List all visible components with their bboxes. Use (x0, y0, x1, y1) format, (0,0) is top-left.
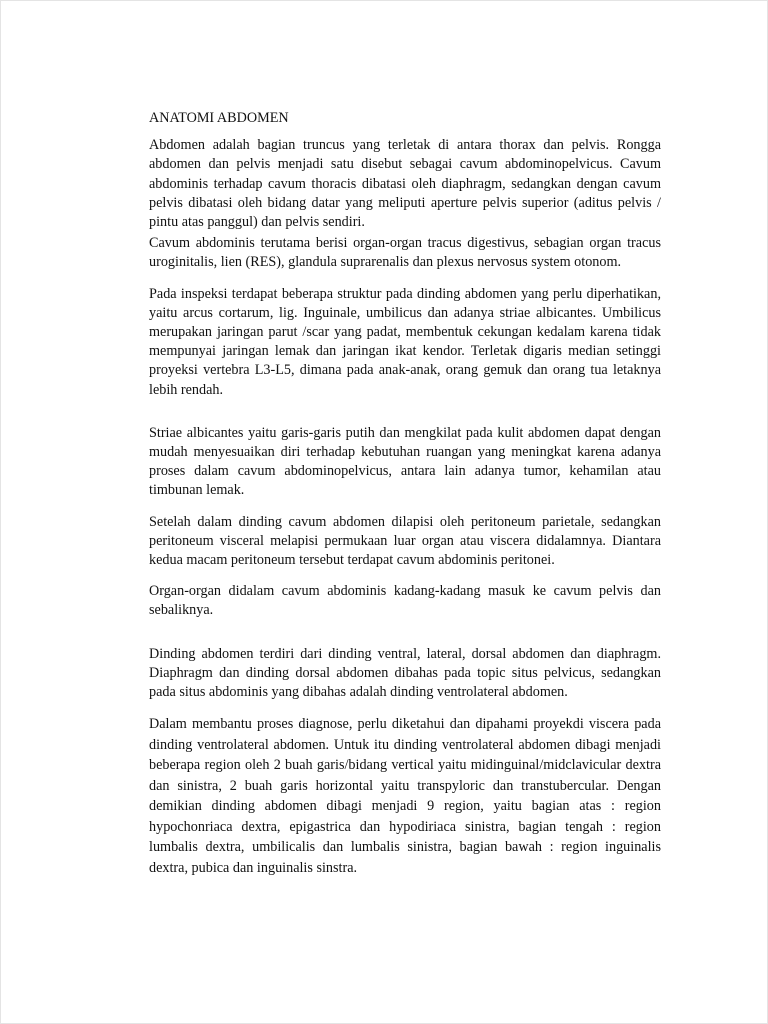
document-body (149, 109, 661, 878)
document-title: ANATOMI ABDOMEN (149, 110, 289, 126)
paragraph-organs: Organ-organ didalam cavum abdominis kadang-kadang masuk ke cavum pelvis dan sebaliknya. (149, 583, 661, 619)
paragraph-contents: Cavum abdominis terutama berisi organ-organ tracus digestivus, sebagian organ tracus uroginitalis, lien (RES), glandula suprarenalis dan plexus nervosus system otonom. (149, 235, 661, 271)
paragraph-peritoneum: Setelah dalam dinding cavum abdomen dilapisi oleh peritoneum parietale, sedangkan peritoneum visceral melapisi permukaan luar organ atau viscera didalamnya. Diantara kedua macam peritoneum tersebut terdapat cavum abdominis peritonei. (149, 513, 661, 569)
paragraph-wall: Dinding abdomen terdiri dari dinding ventral, lateral, dorsal abdomen dan diaphragm. Diaphragm dan dinding dorsal abdomen dibahas pada topic situs pelvicus, sedangkan pada situs abdominis yang dibahas adalah dinding ventrolateral abdomen. (149, 645, 661, 701)
paragraph-inspection: Pada inspeksi terdapat beberapa struktur pada dinding abdomen yang perlu diperhatikan, yaitu arcus cortarum, lig. Inguinale, umbilicus dan adanya striae albicantes. Umbilicus merupakan jaringan parut /scar yang padat, membentuk cekungan kedalam karena tidak mempunyai jaringan lemak dan jaringan ikat kendor. Terletak digaris median setinggi proyeksi vertebra L3-L5, dimana pada anak-anak, orang gemuk dan orang tua letaknya lebih rendah. (149, 285, 661, 398)
paragraph-regions: Dalam membantu proses diagnose, perlu diketahui dan dipahami proyekdi viscera pada dinding ventrolateral abdomen. Untuk itu dinding ventrolateral abdomen dibagi menjadi beberapa region oleh 2 buah garis/bidang vertical yaitu midinguinal/midclavicular dextra dan sinistra, 2 buah garis horizontal yaitu transpyloric dan transtubercular. Dengan demikian dinding abdomen dibagi menjadi 9 region, yaitu bagian atas : region hypochonriaca dextra, epigastrica dan hypodiriaca sinistra, bagian tengah : region lumbalis dextra, umbilicalis dan lumbalis sinistra, bagian bawah : region inguinalis dextra, pubica dan inguinalis sinstra. (149, 716, 661, 876)
paragraph-striae: Striae albicantes yaitu garis-garis putih dan mengkilat pada kulit abdomen dapat dengan mudah menyesuaikan diri terhadap kebutuhan ruangan yang meningkat karena adanya proses dalam cavum abdominopelvicus, antara lain adanya tumor, kehamilan atau timbunan lemak. (149, 424, 661, 499)
paragraph-definition: Abdomen adalah bagian truncus yang terletak di antara thorax dan pelvis. Rongga abdomen dan pelvis menjadi satu disebut sebagai cavum abdominopelvicus. Cavum abdominis terhadap cavum thoracis dibatasi oleh diaphragm, sedangkan dengan cavum pelvis dibatasi oleh bidang datar yang meliputi aperture pelvis superior (aditus pelvis / pintu atas panggul) dan pelvis sendiri. (149, 137, 661, 231)
